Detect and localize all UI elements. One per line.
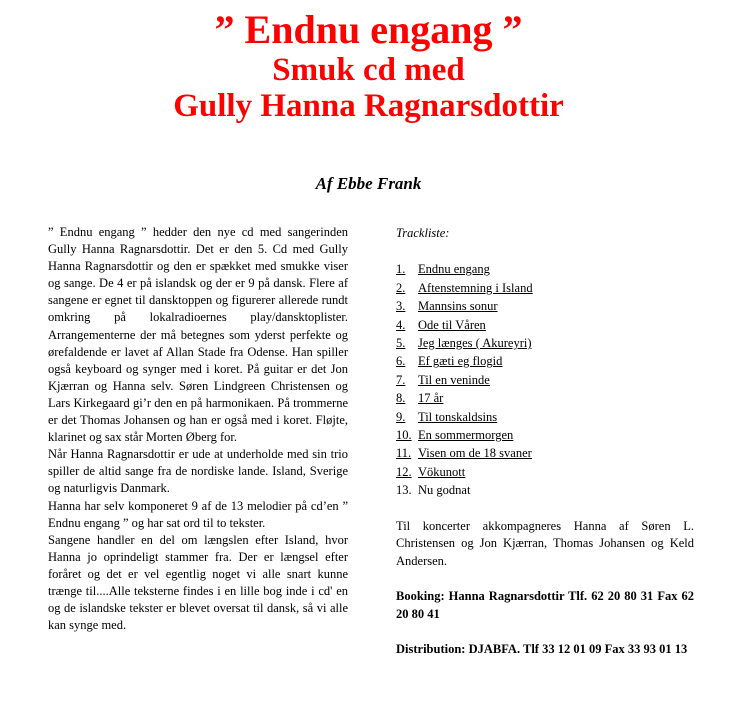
track-title: Ode til Våren bbox=[418, 317, 486, 332]
track-number: 13. bbox=[396, 483, 412, 498]
track-number: 3. bbox=[396, 299, 406, 314]
track-item bbox=[396, 463, 694, 481]
article-title: ” Endnu engang ” bbox=[214, 7, 523, 52]
track-title: Nu godnat bbox=[418, 483, 471, 498]
article-subtitle-line1: Smuk cd med bbox=[272, 52, 465, 88]
track-number: 10. bbox=[396, 428, 412, 443]
track-number: 4. bbox=[396, 317, 406, 332]
article-paragraph: Sangene handler en del om længslen efter Island, hvor Hanna jo oprindeligt stammer fra. Der er længsel efter foråret og det er vel egentlig noget vi alle snart kunne trænge til....Alle teksterne findes i en lille bog inde i cd' en og de islandske tekster er blevet oversat til dansk, så vi alle kan synge med. bbox=[48, 532, 348, 633]
tracklist-label: Trackliste: bbox=[396, 226, 450, 240]
track-number: 12. bbox=[396, 464, 412, 479]
article-subtitle-line2: Gully Hanna Ragnarsdottir bbox=[173, 88, 564, 124]
track-title: 17 år bbox=[418, 391, 444, 406]
tracklist bbox=[396, 260, 694, 499]
track-title: Endnu engang bbox=[418, 262, 490, 277]
track-item bbox=[396, 279, 694, 297]
track-title: Jeg længes ( Akureyri) bbox=[418, 336, 532, 351]
track-title: Vökunott bbox=[418, 464, 466, 479]
track-title: Aftenstemning i Island bbox=[418, 280, 533, 295]
distribution-info: Distribution: DJABFA. Tlf 33 12 01 09 Fax 33 93 01 13 bbox=[396, 642, 688, 657]
track-number: 7. bbox=[396, 372, 406, 387]
track-title: Ef gæti eg flogid bbox=[418, 354, 503, 369]
article-paragraph: Når Hanna Ragnarsdottir er ude at underholde med sin trio spiller de altid sange fra de nordiske lande. Island, Sverige og naturligvis Danmark. bbox=[48, 447, 348, 496]
article-header bbox=[0, 8, 737, 124]
booking-info: Booking: Hanna Ragnarsdottir Tlf. 62 20 80 31 Fax 62 20 80 41 bbox=[396, 589, 694, 621]
track-item bbox=[396, 297, 694, 315]
sidebar-column bbox=[396, 224, 694, 659]
track-number: 9. bbox=[396, 409, 406, 424]
concert-note: Til koncerter akkompagneres Hanna af Søren L. Christensen og Jon Kjærran, Thomas Johansen og Keld Andersen. bbox=[396, 518, 694, 568]
track-item bbox=[396, 316, 694, 334]
track-item bbox=[396, 426, 694, 444]
track-title: Til en veninde bbox=[418, 372, 490, 387]
article-body bbox=[48, 224, 348, 634]
track-title: Visen om de 18 svaner bbox=[418, 446, 532, 461]
track-number: 1. bbox=[396, 262, 406, 277]
track-item bbox=[396, 408, 694, 426]
track-item bbox=[396, 444, 694, 462]
track-number: 11. bbox=[396, 446, 412, 461]
track-title: Til tonskaldsins bbox=[418, 409, 498, 424]
track-item bbox=[396, 260, 694, 278]
track-item bbox=[396, 389, 694, 407]
track-number: 8. bbox=[396, 391, 406, 406]
track-item bbox=[396, 481, 694, 499]
article-paragraph: ” Endnu engang ” hedder den nye cd med sangerinden Gully Hanna Ragnarsdottir. Det er den 5. Cd med Gully Hanna Ragnarsdottir og den er spækket med smukke viser og sange. De 4 er på islandsk og der er 9 på dansk. Flere af sangene er egnet til dansktoppen og figurerer allerede rundt omkring på lokalradioernes play/dansktoplister. Arrangementerne der må betegnes som yderst perfekte og ørefaldende er lavet af Allan Stade fra Odense. Han spiller også keyboard og synger med i koret. På guitar er det Jon Kjærran og Hanna selv. Søren Lindgreen Christensen og Lars Kirkegaard gi’r den en på harmonikaen. På trommerne er det Thomas Johansen og han er også med i koret. Fløjte, klarinet og sax står Morten Øberg for. bbox=[48, 225, 348, 445]
track-title: Mannsins sonur bbox=[418, 299, 498, 314]
track-item bbox=[396, 371, 694, 389]
track-item bbox=[396, 334, 694, 352]
track-number: 2. bbox=[396, 280, 406, 295]
article-paragraph: Hanna har selv komponeret 9 af de 13 melodier på cd’en ” Endnu engang ” og har sat ord til to tekster. bbox=[48, 498, 348, 530]
author-byline: Af Ebbe Frank bbox=[315, 174, 422, 193]
track-number: 6. bbox=[396, 354, 406, 369]
track-title: En sommermorgen bbox=[418, 428, 514, 443]
track-item bbox=[396, 352, 694, 370]
track-number: 5. bbox=[396, 336, 406, 351]
